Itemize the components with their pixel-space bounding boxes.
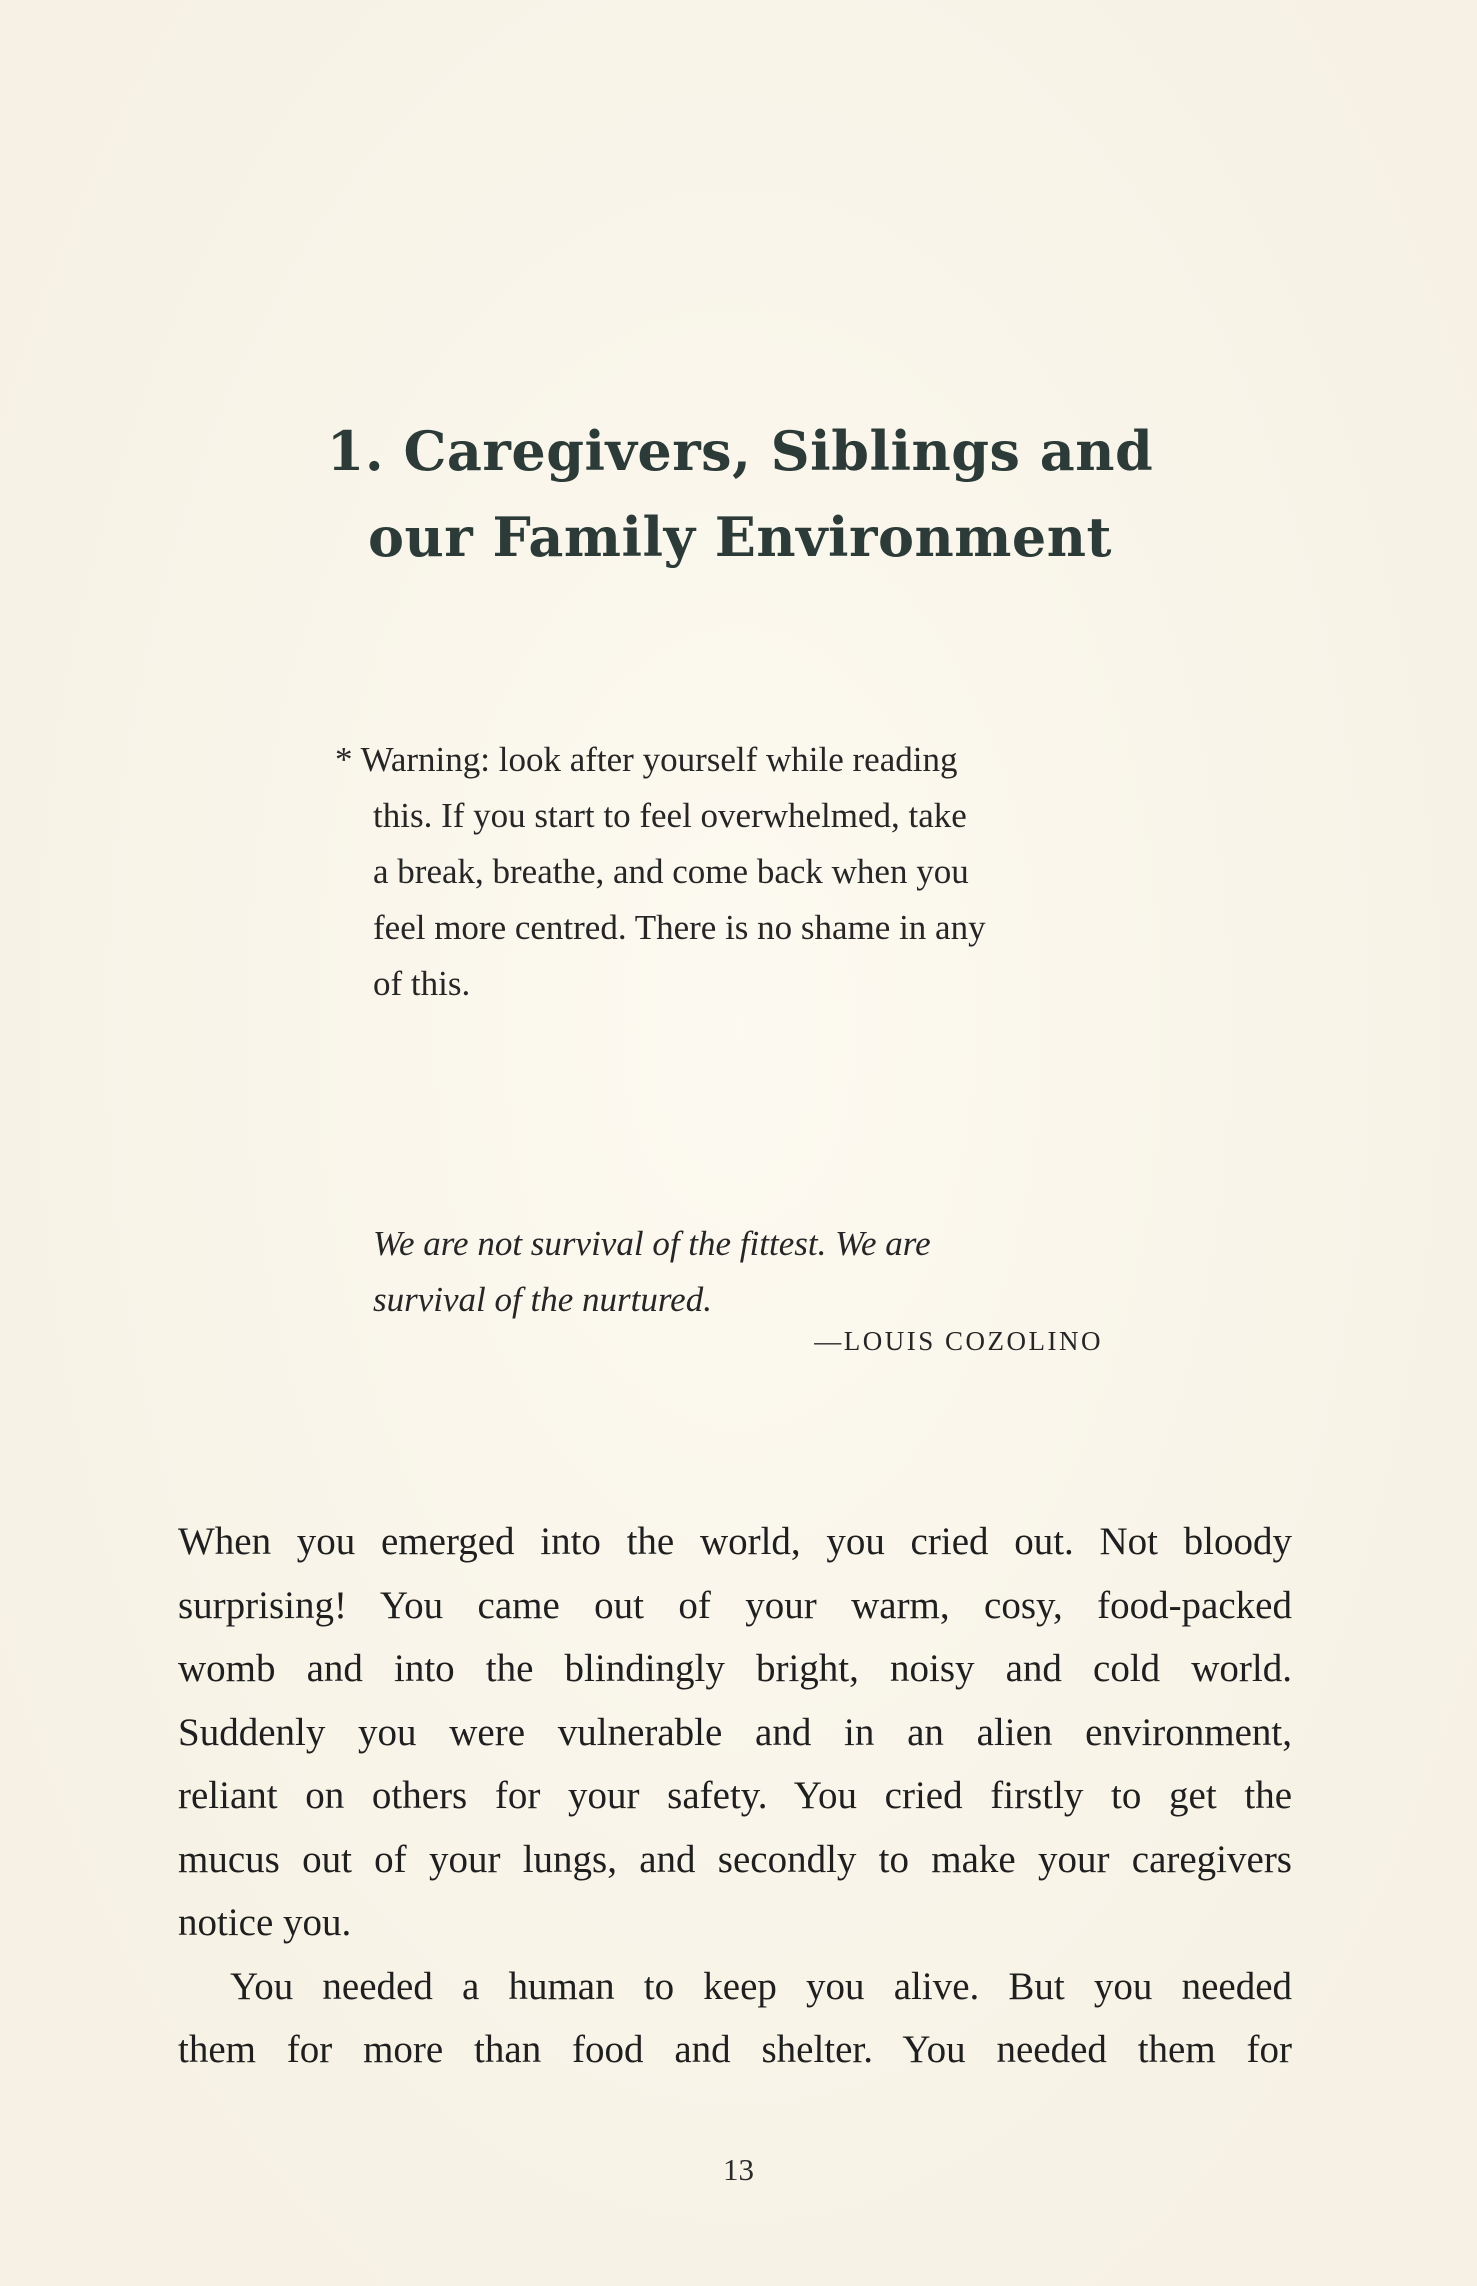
page-number: 13	[723, 2152, 754, 2187]
epigraph-line: We are not survival of the fittest. We are	[373, 1224, 931, 1263]
warning-line: of this.	[373, 964, 471, 1003]
body-line: You needed a human to keep you alive. But you needed	[230, 1964, 1292, 2008]
warning-line: this. If you start to feel overwhelmed, take	[373, 796, 967, 835]
body-line: mucus out of your lungs, and secondly to make your caregivers	[178, 1837, 1292, 1881]
chapter-title-line-2: our Family Environment	[368, 505, 1112, 569]
body-line: them for more than food and shelter. You needed them for	[178, 2028, 1292, 2071]
body-line: surprising! You came out of your warm, cosy, food-packed	[178, 1583, 1292, 1627]
body-line: When you emerged into the world, you cried out. Not bloody	[178, 1520, 1292, 1563]
body-text	[178, 1510, 1292, 2082]
epigraph-quote	[373, 1216, 1113, 1328]
warning-note	[335, 732, 1115, 1012]
body-line: womb and into the blindingly bright, noisy and cold world.	[178, 1647, 1292, 1690]
warning-line: feel more centred. There is no shame in any	[373, 908, 986, 947]
body-line: reliant on others for your safety. You cried firstly to get the	[178, 1774, 1292, 1817]
warning-line: a break, breathe, and come back when you	[373, 852, 969, 891]
warning-line: * Warning: look after yourself while reading	[335, 740, 958, 779]
epigraph-attribution: —LOUIS COZOLINO	[814, 1326, 1103, 1356]
body-line: notice you.	[178, 1901, 352, 1944]
epigraph-line: survival of the nurtured.	[373, 1280, 712, 1319]
chapter-title	[220, 408, 1260, 580]
chapter-title-line-1: 1. Caregivers, Siblings and	[326, 419, 1154, 483]
body-line: Suddenly you were vulnerable and in an alien environment,	[178, 1710, 1292, 1754]
